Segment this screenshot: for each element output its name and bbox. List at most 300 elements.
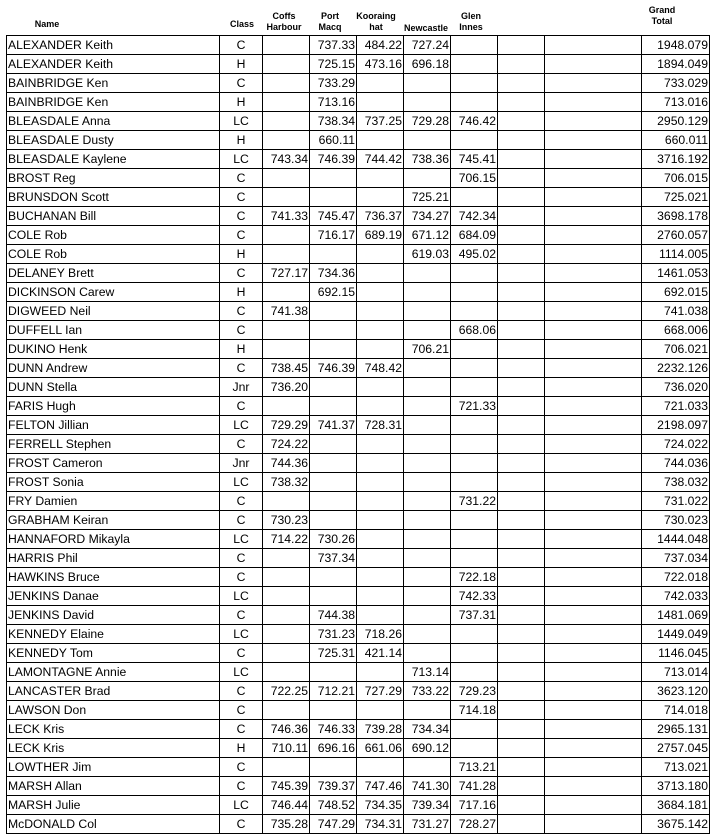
cell-gap <box>545 587 642 606</box>
cell-newcastle: 671.12 <box>404 226 451 245</box>
cell-glen-innes: 742.34 <box>451 207 498 226</box>
cell-newcastle <box>404 378 451 397</box>
cell-newcastle: 738.36 <box>404 150 451 169</box>
cell-blank <box>498 188 545 207</box>
cell-name: BLEASDALE Anna <box>7 112 220 131</box>
cell-coffs-harbour <box>263 663 310 682</box>
cell-port-macq: 741.37 <box>310 416 357 435</box>
cell-port-macq: 716.17 <box>310 226 357 245</box>
cell-grand-total: 3623.120 <box>642 682 710 701</box>
cell-name: BUCHANAN Bill <box>7 207 220 226</box>
cell-name: McDONALD Col <box>7 815 220 834</box>
table-row <box>7 549 710 568</box>
cell-blank <box>498 283 545 302</box>
cell-kooraing-hat <box>357 188 404 207</box>
cell-glen-innes: 713.21 <box>451 758 498 777</box>
cell-newcastle <box>404 74 451 93</box>
cell-grand-total: 1449.049 <box>642 625 710 644</box>
cell-kooraing-hat <box>357 492 404 511</box>
cell-name: BAINBRIDGE Ken <box>7 74 220 93</box>
cell-kooraing-hat <box>357 530 404 549</box>
cell-gap <box>545 454 642 473</box>
cell-port-macq <box>310 758 357 777</box>
cell-class: H <box>220 131 263 150</box>
cell-coffs-harbour: 746.36 <box>263 720 310 739</box>
cell-gap <box>545 663 642 682</box>
cell-name: BLEASDALE Kaylene <box>7 150 220 169</box>
cell-class: C <box>220 169 263 188</box>
header-class: Class <box>229 19 255 29</box>
cell-class: LC <box>220 530 263 549</box>
cell-class: C <box>220 74 263 93</box>
cell-coffs-harbour <box>263 340 310 359</box>
cell-kooraing-hat <box>357 568 404 587</box>
cell-kooraing-hat <box>357 321 404 340</box>
cell-gap <box>545 758 642 777</box>
cell-class: LC <box>220 150 263 169</box>
cell-coffs-harbour: 741.33 <box>263 207 310 226</box>
cell-kooraing-hat <box>357 397 404 416</box>
cell-glen-innes <box>451 131 498 150</box>
cell-name: DUKINO Henk <box>7 340 220 359</box>
cell-blank <box>498 530 545 549</box>
cell-glen-innes <box>451 416 498 435</box>
cell-blank <box>498 587 545 606</box>
table-row <box>7 758 710 777</box>
cell-blank <box>498 568 545 587</box>
cell-grand-total: 668.006 <box>642 321 710 340</box>
cell-name: FROST Cameron <box>7 454 220 473</box>
cell-port-macq <box>310 473 357 492</box>
cell-newcastle <box>404 359 451 378</box>
cell-blank <box>498 302 545 321</box>
cell-class: H <box>220 55 263 74</box>
cell-class: C <box>220 758 263 777</box>
cell-blank <box>498 416 545 435</box>
table-row <box>7 416 710 435</box>
cell-kooraing-hat <box>357 283 404 302</box>
cell-blank <box>498 93 545 112</box>
cell-grand-total: 660.011 <box>642 131 710 150</box>
cell-kooraing-hat <box>357 340 404 359</box>
table-row <box>7 131 710 150</box>
cell-port-macq <box>310 587 357 606</box>
cell-blank <box>498 397 545 416</box>
table-row <box>7 682 710 701</box>
cell-port-macq <box>310 435 357 454</box>
cell-kooraing-hat: 728.31 <box>357 416 404 435</box>
cell-port-macq: 746.39 <box>310 150 357 169</box>
cell-blank <box>498 492 545 511</box>
cell-name: COLE Rob <box>7 226 220 245</box>
cell-gap <box>545 530 642 549</box>
cell-name: MARSH Julie <box>7 796 220 815</box>
cell-gap <box>545 739 642 758</box>
cell-coffs-harbour: 714.22 <box>263 530 310 549</box>
cell-glen-innes <box>451 644 498 663</box>
cell-blank <box>498 701 545 720</box>
cell-gap <box>545 340 642 359</box>
cell-class: C <box>220 435 263 454</box>
cell-glen-innes: 745.41 <box>451 150 498 169</box>
cell-gap <box>545 150 642 169</box>
table-row <box>7 777 710 796</box>
cell-class: C <box>220 264 263 283</box>
cell-name: DUFFELL Ian <box>7 321 220 340</box>
cell-class: C <box>220 720 263 739</box>
cell-glen-innes <box>451 625 498 644</box>
cell-gap <box>545 625 642 644</box>
cell-grand-total: 3713.180 <box>642 777 710 796</box>
cell-name: HANNAFORD Mikayla <box>7 530 220 549</box>
cell-blank <box>498 245 545 264</box>
cell-name: COLE Rob <box>7 245 220 264</box>
cell-grand-total: 713.014 <box>642 663 710 682</box>
table-row <box>7 378 710 397</box>
table-row <box>7 625 710 644</box>
cell-glen-innes <box>451 739 498 758</box>
cell-blank <box>498 454 545 473</box>
cell-name: FERRELL Stephen <box>7 435 220 454</box>
cell-port-macq <box>310 188 357 207</box>
cell-blank <box>498 226 545 245</box>
cell-class: C <box>220 682 263 701</box>
cell-glen-innes <box>451 511 498 530</box>
cell-class: C <box>220 302 263 321</box>
cell-newcastle <box>404 93 451 112</box>
cell-coffs-harbour: 729.29 <box>263 416 310 435</box>
cell-glen-innes: 721.33 <box>451 397 498 416</box>
cell-blank <box>498 511 545 530</box>
cell-kooraing-hat: 744.42 <box>357 150 404 169</box>
cell-glen-innes: 746.42 <box>451 112 498 131</box>
table-row <box>7 530 710 549</box>
cell-gap <box>545 207 642 226</box>
cell-gap <box>545 606 642 625</box>
cell-blank <box>498 55 545 74</box>
cell-port-macq: 730.26 <box>310 530 357 549</box>
cell-coffs-harbour <box>263 568 310 587</box>
header-row <box>0 0 714 35</box>
cell-newcastle: 727.24 <box>404 36 451 55</box>
cell-grand-total: 738.032 <box>642 473 710 492</box>
cell-gap <box>545 815 642 834</box>
cell-kooraing-hat <box>357 93 404 112</box>
table-row <box>7 112 710 131</box>
cell-newcastle: 725.21 <box>404 188 451 207</box>
cell-kooraing-hat <box>357 549 404 568</box>
header-port-macq: Port Macq <box>318 11 342 32</box>
cell-newcastle <box>404 511 451 530</box>
cell-newcastle <box>404 549 451 568</box>
cell-blank <box>498 378 545 397</box>
cell-glen-innes <box>451 302 498 321</box>
cell-newcastle: 733.22 <box>404 682 451 701</box>
cell-glen-innes <box>451 435 498 454</box>
cell-kooraing-hat <box>357 473 404 492</box>
cell-class: LC <box>220 663 263 682</box>
cell-glen-innes: 728.27 <box>451 815 498 834</box>
cell-coffs-harbour <box>263 549 310 568</box>
cell-grand-total: 1948.079 <box>642 36 710 55</box>
cell-blank <box>498 321 545 340</box>
cell-glen-innes <box>451 74 498 93</box>
cell-kooraing-hat <box>357 264 404 283</box>
table-row <box>7 74 710 93</box>
cell-coffs-harbour: 738.32 <box>263 473 310 492</box>
cell-name: LANCASTER Brad <box>7 682 220 701</box>
cell-coffs-harbour: 724.22 <box>263 435 310 454</box>
table-row <box>7 55 710 74</box>
cell-grand-total: 1481.069 <box>642 606 710 625</box>
cell-newcastle <box>404 321 451 340</box>
cell-blank <box>498 682 545 701</box>
cell-port-macq: 748.52 <box>310 796 357 815</box>
cell-grand-total: 2757.045 <box>642 739 710 758</box>
cell-name: BLEASDALE Dusty <box>7 131 220 150</box>
cell-newcastle <box>404 454 451 473</box>
cell-class: Jnr <box>220 378 263 397</box>
cell-grand-total: 721.033 <box>642 397 710 416</box>
cell-kooraing-hat: 473.16 <box>357 55 404 74</box>
cell-blank <box>498 663 545 682</box>
cell-port-macq: 660.11 <box>310 131 357 150</box>
cell-glen-innes: 668.06 <box>451 321 498 340</box>
cell-blank <box>498 36 545 55</box>
cell-name: KENNEDY Elaine <box>7 625 220 644</box>
cell-port-macq <box>310 245 357 264</box>
cell-newcastle <box>404 758 451 777</box>
cell-kooraing-hat: 661.06 <box>357 739 404 758</box>
cell-gap <box>545 245 642 264</box>
cell-gap <box>545 777 642 796</box>
cell-glen-innes <box>451 188 498 207</box>
cell-port-macq: 713.16 <box>310 93 357 112</box>
table-row <box>7 473 710 492</box>
cell-blank <box>498 112 545 131</box>
cell-class: C <box>220 359 263 378</box>
cell-newcastle: 741.30 <box>404 777 451 796</box>
cell-port-macq: 733.29 <box>310 74 357 93</box>
cell-blank <box>498 549 545 568</box>
cell-kooraing-hat <box>357 74 404 93</box>
table-row <box>7 340 710 359</box>
cell-kooraing-hat <box>357 454 404 473</box>
cell-kooraing-hat: 718.26 <box>357 625 404 644</box>
cell-coffs-harbour <box>263 55 310 74</box>
cell-class: H <box>220 245 263 264</box>
table-row <box>7 302 710 321</box>
cell-class: H <box>220 93 263 112</box>
cell-grand-total: 713.021 <box>642 758 710 777</box>
cell-kooraing-hat <box>357 758 404 777</box>
cell-glen-innes <box>451 530 498 549</box>
cell-newcastle <box>404 397 451 416</box>
cell-coffs-harbour: 710.11 <box>263 739 310 758</box>
cell-name: DICKINSON Carew <box>7 283 220 302</box>
cell-grand-total: 713.016 <box>642 93 710 112</box>
cell-gap <box>545 226 642 245</box>
cell-class: C <box>220 188 263 207</box>
cell-port-macq <box>310 340 357 359</box>
cell-blank <box>498 796 545 815</box>
cell-port-macq: 745.47 <box>310 207 357 226</box>
cell-kooraing-hat: 689.19 <box>357 226 404 245</box>
cell-coffs-harbour <box>263 226 310 245</box>
cell-glen-innes: 729.23 <box>451 682 498 701</box>
cell-grand-total: 733.029 <box>642 74 710 93</box>
cell-glen-innes: 684.09 <box>451 226 498 245</box>
cell-newcastle <box>404 606 451 625</box>
cell-name: HARRIS Phil <box>7 549 220 568</box>
cell-glen-innes <box>451 283 498 302</box>
cell-glen-innes: 737.31 <box>451 606 498 625</box>
cell-grand-total: 2232.126 <box>642 359 710 378</box>
cell-coffs-harbour: 730.23 <box>263 511 310 530</box>
cell-gap <box>545 112 642 131</box>
table-row <box>7 321 710 340</box>
cell-class: LC <box>220 625 263 644</box>
cell-coffs-harbour <box>263 644 310 663</box>
cell-port-macq: 744.38 <box>310 606 357 625</box>
cell-blank <box>498 264 545 283</box>
cell-class: C <box>220 701 263 720</box>
cell-kooraing-hat <box>357 587 404 606</box>
cell-coffs-harbour: 736.20 <box>263 378 310 397</box>
cell-blank <box>498 435 545 454</box>
cell-coffs-harbour: 743.34 <box>263 150 310 169</box>
cell-class: C <box>220 815 263 834</box>
header-name: Name <box>34 19 60 29</box>
cell-gap <box>545 549 642 568</box>
table-row <box>7 36 710 55</box>
cell-class: C <box>220 606 263 625</box>
cell-gap <box>545 264 642 283</box>
cell-grand-total: 741.038 <box>642 302 710 321</box>
cell-port-macq <box>310 663 357 682</box>
cell-class: C <box>220 226 263 245</box>
cell-newcastle <box>404 644 451 663</box>
cell-coffs-harbour <box>263 188 310 207</box>
cell-name: DIGWEED Neil <box>7 302 220 321</box>
cell-blank <box>498 758 545 777</box>
cell-glen-innes <box>451 359 498 378</box>
cell-name: DUNN Stella <box>7 378 220 397</box>
cell-coffs-harbour <box>263 606 310 625</box>
cell-class: C <box>220 36 263 55</box>
cell-kooraing-hat <box>357 131 404 150</box>
cell-glen-innes: 742.33 <box>451 587 498 606</box>
cell-port-macq <box>310 378 357 397</box>
cell-newcastle: 729.28 <box>404 112 451 131</box>
cell-port-macq <box>310 568 357 587</box>
cell-blank <box>498 150 545 169</box>
cell-coffs-harbour <box>263 245 310 264</box>
cell-gap <box>545 169 642 188</box>
cell-class: C <box>220 511 263 530</box>
cell-port-macq <box>310 169 357 188</box>
cell-gap <box>545 131 642 150</box>
cell-name: GRABHAM Keiran <box>7 511 220 530</box>
cell-glen-innes <box>451 340 498 359</box>
cell-name: LOWTHER Jim <box>7 758 220 777</box>
table-row <box>7 454 710 473</box>
cell-blank <box>498 606 545 625</box>
cell-glen-innes: 741.28 <box>451 777 498 796</box>
cell-name: BAINBRIDGE Ken <box>7 93 220 112</box>
cell-grand-total: 3716.192 <box>642 150 710 169</box>
cell-newcastle <box>404 264 451 283</box>
cell-gap <box>545 473 642 492</box>
cell-name: DUNN Andrew <box>7 359 220 378</box>
table-row <box>7 264 710 283</box>
cell-glen-innes <box>451 720 498 739</box>
cell-port-macq <box>310 397 357 416</box>
cell-gap <box>545 359 642 378</box>
cell-newcastle: 734.27 <box>404 207 451 226</box>
cell-grand-total: 1894.049 <box>642 55 710 74</box>
cell-grand-total: 3684.181 <box>642 796 710 815</box>
cell-glen-innes: 731.22 <box>451 492 498 511</box>
cell-port-macq <box>310 321 357 340</box>
header-glen-innes: Glen Innes <box>459 11 483 32</box>
cell-name: FRY Damien <box>7 492 220 511</box>
cell-port-macq: 739.37 <box>310 777 357 796</box>
cell-glen-innes <box>451 549 498 568</box>
cell-glen-innes <box>451 663 498 682</box>
cell-gap <box>545 321 642 340</box>
cell-grand-total: 1146.045 <box>642 644 710 663</box>
cell-grand-total: 706.015 <box>642 169 710 188</box>
cell-newcastle: 739.34 <box>404 796 451 815</box>
cell-blank <box>498 131 545 150</box>
cell-gap <box>545 93 642 112</box>
cell-kooraing-hat: 734.35 <box>357 796 404 815</box>
cell-newcastle <box>404 473 451 492</box>
cell-grand-total: 3675.142 <box>642 815 710 834</box>
cell-grand-total: 742.033 <box>642 587 710 606</box>
cell-port-macq: 712.21 <box>310 682 357 701</box>
table-row <box>7 606 710 625</box>
cell-newcastle: 706.21 <box>404 340 451 359</box>
table-row <box>7 815 710 834</box>
cell-coffs-harbour: 722.25 <box>263 682 310 701</box>
cell-coffs-harbour: 735.28 <box>263 815 310 834</box>
cell-grand-total: 737.034 <box>642 549 710 568</box>
cell-grand-total: 2198.097 <box>642 416 710 435</box>
cell-coffs-harbour <box>263 74 310 93</box>
table-row <box>7 720 710 739</box>
cell-class: C <box>220 549 263 568</box>
cell-gap <box>545 283 642 302</box>
cell-gap <box>545 720 642 739</box>
cell-newcastle: 713.14 <box>404 663 451 682</box>
cell-newcastle: 734.34 <box>404 720 451 739</box>
cell-class: C <box>220 397 263 416</box>
cell-glen-innes: 714.18 <box>451 701 498 720</box>
results-table <box>6 35 710 834</box>
cell-coffs-harbour: 746.44 <box>263 796 310 815</box>
cell-kooraing-hat: 734.31 <box>357 815 404 834</box>
cell-class: C <box>220 644 263 663</box>
cell-grand-total: 722.018 <box>642 568 710 587</box>
cell-grand-total: 725.021 <box>642 188 710 207</box>
cell-grand-total: 731.022 <box>642 492 710 511</box>
cell-class: C <box>220 568 263 587</box>
cell-coffs-harbour: 745.39 <box>263 777 310 796</box>
cell-kooraing-hat: 747.46 <box>357 777 404 796</box>
cell-name: FROST Sonia <box>7 473 220 492</box>
